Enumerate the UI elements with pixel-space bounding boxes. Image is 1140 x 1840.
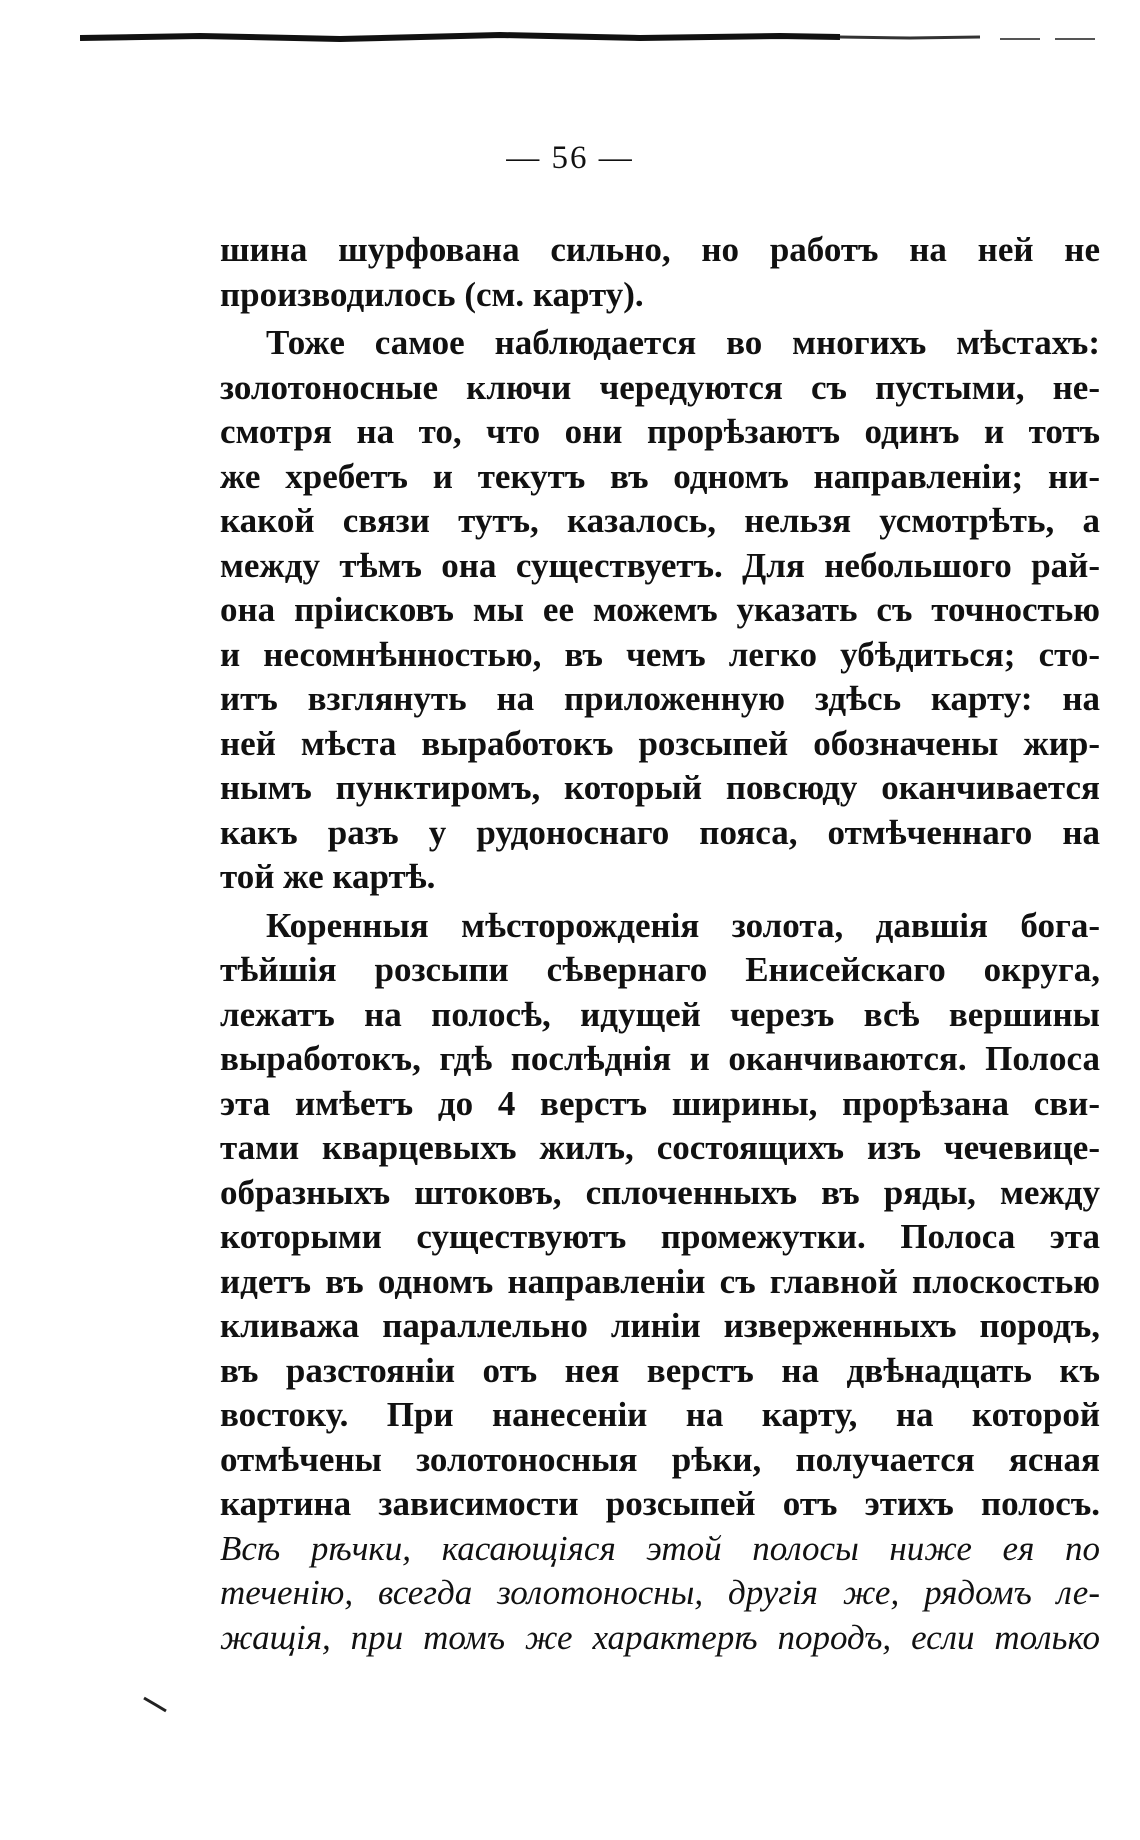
text-line: какъ разъ у рудоноснаго пояса, отмѣченнаго на	[220, 812, 1100, 852]
text-line: смотря на то, что они прорѣзаютъ одинъ и тотъ	[220, 412, 1100, 451]
scan-edge-artifact-icon	[80, 30, 1100, 44]
text-line: Коренныя мѣсторожденія золота, давшія бога-	[266, 905, 1100, 945]
paragraph-3	[220, 904, 1100, 1661]
page-number: — 56 —	[506, 140, 634, 176]
text-line: между тѣмъ она существуетъ. Для небольшого рай-	[220, 545, 1100, 585]
body-text	[220, 228, 1100, 1660]
text-line: въ разстояніи отъ нея верстъ на двѣнадцать къ	[220, 1350, 1100, 1390]
text-line: которыми существуютъ промежутки. Полоса эта	[220, 1217, 1100, 1256]
text-line: производилось (см. карту).	[220, 274, 644, 314]
text-line: образныхъ штоковъ, сплоченныхъ въ ряды, между	[220, 1172, 1100, 1212]
text-line: лежатъ на полосѣ, идущей черезъ всѣ вершины	[220, 994, 1100, 1034]
paragraph-2	[220, 321, 1100, 900]
text-line: она пріисковъ мы ее можемъ указать съ точностью	[220, 590, 1100, 629]
text-line: кливажа параллельно линіи изверженныхъ породъ,	[220, 1306, 1100, 1345]
text-line: Тоже самое наблюдается во многихъ мѣстахъ:	[266, 323, 1100, 362]
text-line: эта имѣетъ до 4 верстъ ширины, прорѣзана сви-	[220, 1083, 1100, 1123]
text-line: итъ взглянуть на приложенную здѣсь карту: на	[220, 679, 1100, 718]
text-line: и несомнѣнностью, въ чемъ легко убѣдиться; сто-	[220, 634, 1100, 674]
text-line: же хребетъ и текутъ въ одномъ направленіи; ни-	[220, 456, 1100, 496]
italic-text-line: Всѣ рѣчки, касающіяся этой полосы ниже ея по	[220, 1528, 1100, 1568]
paragraph-1	[220, 228, 1100, 317]
italic-text-line: теченію, всегда золотоносны, другія же, рядомъ ле-	[220, 1573, 1100, 1612]
text-line: какой связи тутъ, казалось, нельзя усмотрѣть, а	[220, 501, 1100, 540]
corner-mark-artifact-icon	[142, 1695, 172, 1715]
text-line: картина зависимости розсыпей отъ этихъ полосъ.	[220, 1484, 1100, 1523]
text-line: отмѣчены золотоносныя рѣки, получается ясная	[220, 1439, 1100, 1479]
text-line: идетъ въ одномъ направленіи съ главной плоскостью	[220, 1261, 1100, 1301]
text-line: той же картѣ.	[220, 857, 436, 896]
text-line: тѣйшія розсыпи сѣвернаго Енисейскаго округа,	[220, 950, 1100, 989]
text-line: золотоносные ключи чередуются съ пустыми, не-	[220, 367, 1100, 407]
text-line: шина шурфована сильно, но работъ на ней не	[220, 230, 1100, 269]
text-line: востоку. При нанесеніи на карту, на которой	[220, 1395, 1100, 1434]
text-line: тами кварцевыхъ жилъ, состоящихъ изъ чечевице-	[220, 1128, 1100, 1167]
italic-text-line: жащія, при томъ же характерѣ породъ, если только	[220, 1617, 1100, 1657]
text-line: выработокъ, гдѣ послѣднія и оканчиваются. Полоса	[220, 1039, 1100, 1078]
text-line: нымъ пунктиромъ, который повсюду оканчивается	[220, 768, 1100, 807]
text-line: ней мѣста выработокъ розсыпей обозначены жир-	[220, 723, 1100, 763]
